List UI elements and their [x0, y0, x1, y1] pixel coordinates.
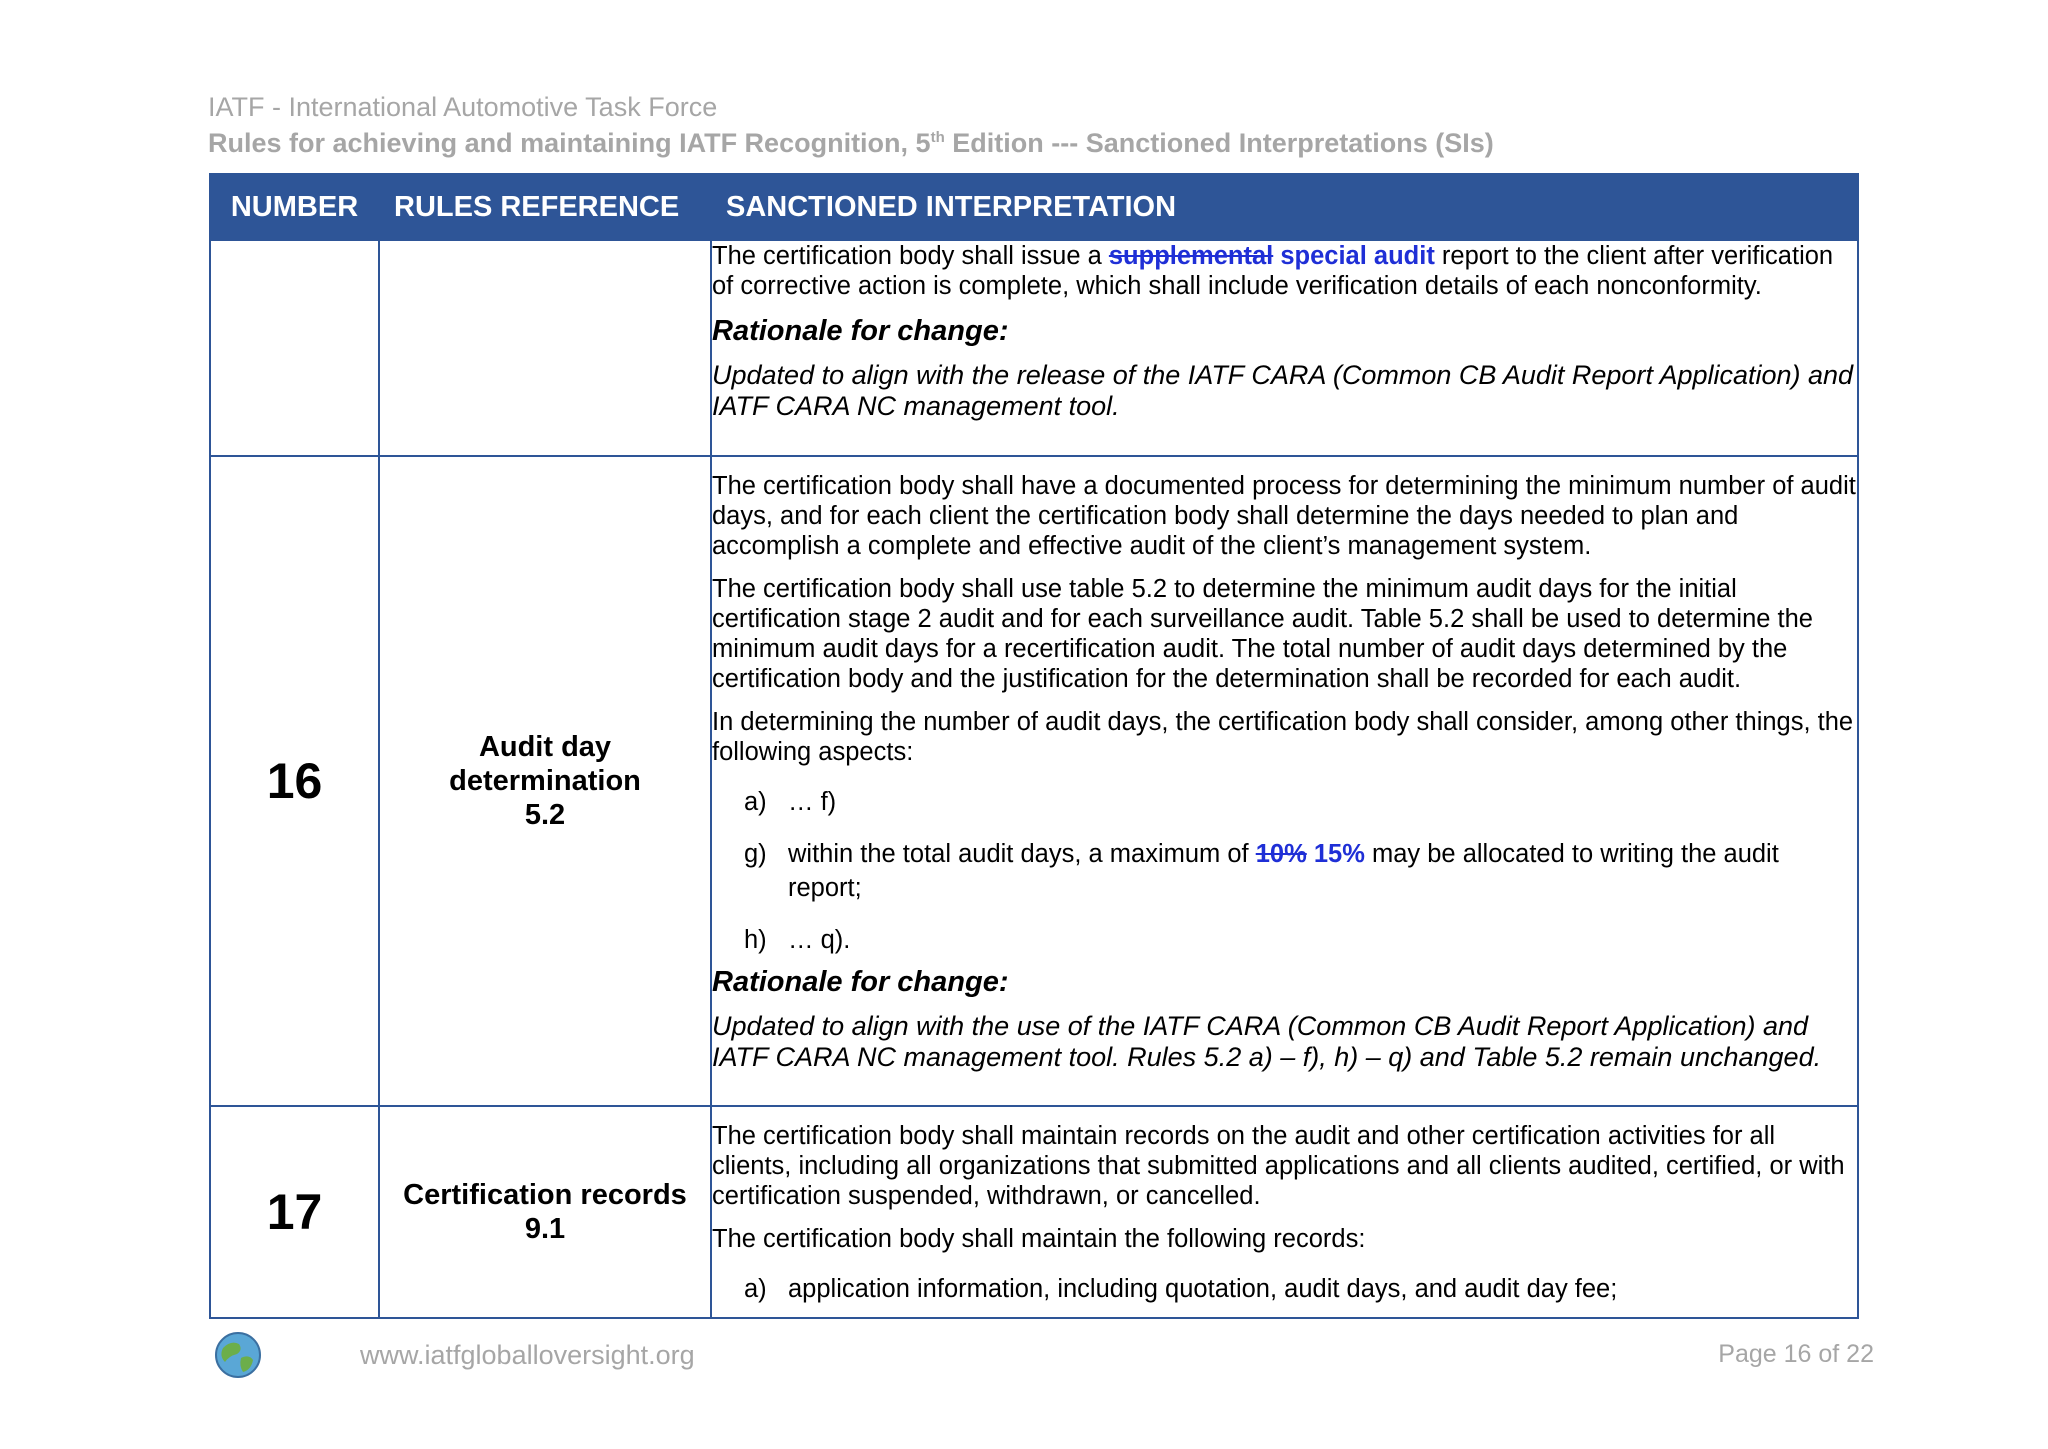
- rules-reference: Audit day determination 5.2: [379, 456, 711, 1106]
- document-header-title: IATF - International Automotive Task Force: [208, 92, 718, 122]
- rationale-heading: Rationale for change:: [712, 315, 1009, 347]
- document-header-subtitle: Rules for achieving and maintaining IATF Recognition, 5th Edition --- Sanctioned Interpretations (SIs): [208, 128, 1494, 158]
- list-item: g) within the total audit days, a maximum of 10% 15% may be allocated to writing the audit report;: [744, 840, 1779, 902]
- list-item: h) … q).: [744, 926, 851, 954]
- iatf-globe-logo-icon: [213, 1330, 263, 1380]
- footer-page-number: Page 16 of 22: [1718, 1340, 1874, 1368]
- column-header-number: NUMBER: [210, 174, 379, 240]
- table-row-continued: [210, 240, 1858, 456]
- interpretation-cell: [711, 1106, 1858, 1318]
- deleted-text: supplemental: [1108, 242, 1274, 270]
- rationale-text: Updated to align with the release of the IATF CARA (Common CB Audit Report Application) and IATF CARA NC management tool.: [712, 360, 1854, 421]
- inserted-text: special audit: [1280, 242, 1435, 270]
- paragraph: The certification body shall maintain records on the audit and other certification activities for all clients, including all organizations that submitted applications and all clients audited, certified, or with certification suspended, withdrawn, or cancelled.: [712, 1122, 1845, 1210]
- inserted-text: 15%: [1313, 840, 1365, 868]
- paragraph: The certification body shall have a documented process for determining the minimum number of audit days, and for each client the certification body shall determine the days needed to plan and accomplish a complete and effective audit of the client’s management system.: [712, 472, 1856, 560]
- column-header-rules-reference: RULES REFERENCE: [379, 174, 711, 240]
- reference-cell-empty: [379, 240, 711, 456]
- deleted-text: 10%: [1255, 840, 1307, 868]
- table-row-17: [210, 1106, 1858, 1318]
- table-header-row: [210, 174, 1858, 240]
- si-number: 16: [210, 456, 379, 1106]
- rationale-text: Updated to align with the use of the IATF CARA (Common CB Audit Report Application) and IATF CARA NC management tool. Rules 5.2 a) – f), h) – q) and Table 5.2 remain unchanged.: [712, 1011, 1822, 1072]
- list-item: a) application information, including quotation, audit days, and audit day fee;: [744, 1275, 1618, 1303]
- paragraph: In determining the number of audit days, the certification body shall consider, among other things, the following aspects:: [712, 708, 1854, 766]
- paragraph: The certification body shall maintain the following records:: [712, 1225, 1366, 1253]
- interpretation-cell: [711, 456, 1858, 1106]
- sanctioned-interpretations-table: [209, 173, 1859, 1319]
- paragraph: The certification body shall issue a supplemental special audit report to the client after verification of corrective action is complete, which shall include verification details of each nonconformity.: [712, 242, 1834, 300]
- rationale-heading: Rationale for change:: [712, 966, 1009, 998]
- table-row-16: [210, 456, 1858, 1106]
- footer-website: www.iatfgloballoversight.org: [360, 1340, 695, 1370]
- interpretation-cell: [711, 240, 1858, 456]
- si-number: 17: [210, 1106, 379, 1318]
- number-cell-empty: [210, 240, 379, 456]
- paragraph: The certification body shall use table 5.2 to determine the minimum audit days for the initial certification stage 2 audit and for each surveillance audit. Table 5.2 shall be used to determine the minimum audit days for a recertification audit. The total number of audit days determined by the certification body and the justification for the determination shall be recorded for each audit.: [712, 575, 1813, 693]
- column-header-sanctioned-interpretation: SANCTIONED INTERPRETATION: [711, 174, 1858, 240]
- list-item: a) … f): [744, 788, 837, 816]
- rules-reference: Certification records 9.1: [379, 1106, 711, 1318]
